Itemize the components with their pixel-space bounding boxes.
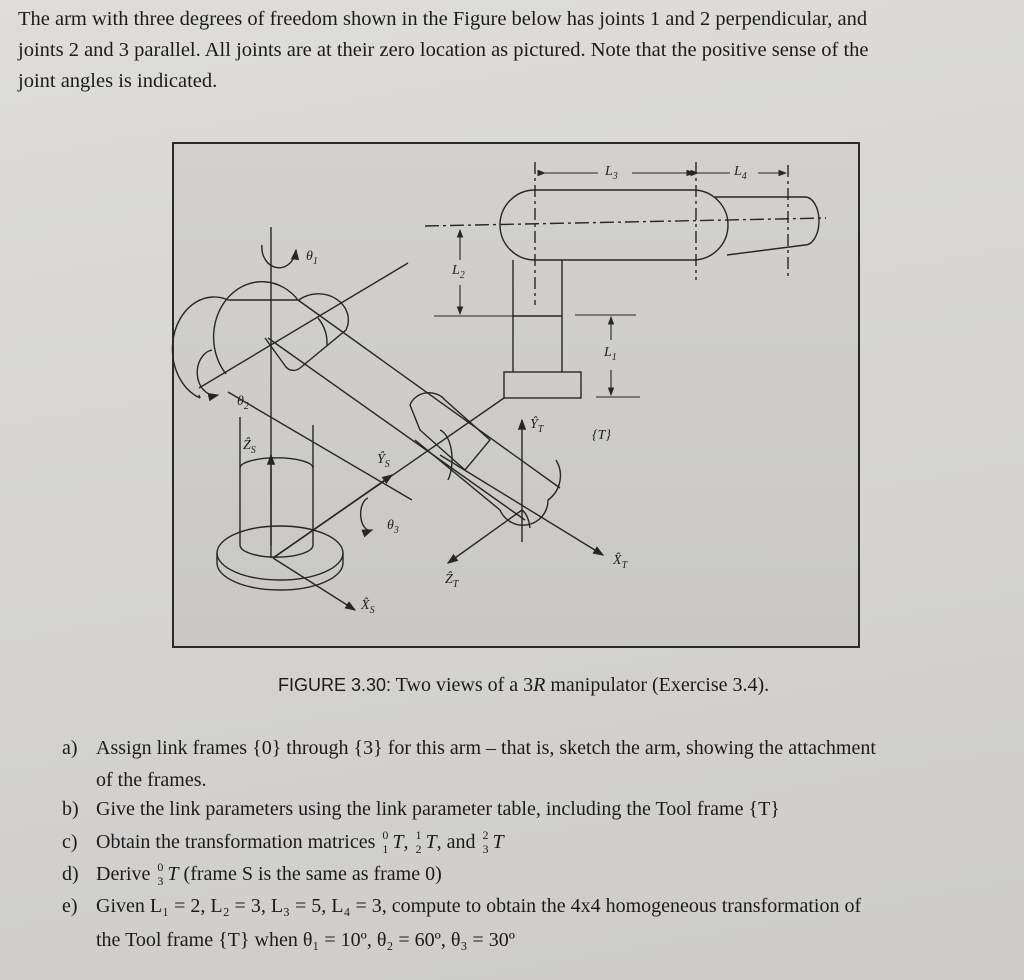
l4-sub: 4 [741,170,747,182]
question-text-rest: (frame S is the same as frame 0) [178,863,442,885]
forearm-link [410,393,560,528]
matrix-symbol: T [492,831,504,853]
caption-rest: manipulator (Exercise 3.4). [545,674,770,696]
matrix-sub: 3 [157,874,164,889]
theta3-sub: 3 [393,524,399,536]
upper-link [172,282,560,520]
matrix-0-1 [380,828,392,857]
dimension-lines [434,170,786,397]
question-d [62,860,442,889]
question-text: Assign link frames {0} through {3} for this arm – that is, sketch the arm, showing the attachment [96,737,876,759]
question-marker: e) [62,895,78,917]
question-marker: b) [62,798,79,820]
theta1-label [306,249,318,267]
question-b [62,798,780,821]
shoulder-axis-line [199,263,408,388]
centerline [425,218,826,226]
l4-symbol: L [734,164,742,179]
l3-sub: 3 [612,170,618,182]
matrix-sup: 0 [382,828,389,843]
question-c [62,828,504,857]
xs-symbol: X̂ [361,598,370,613]
intro-line-3: joint angles is indicated. [18,70,218,92]
theta2-symbol: θ [237,394,244,409]
theta3-symbol: θ [387,518,394,533]
ys-label [377,452,390,470]
matrix-sup: 2 [482,828,489,843]
matrix-sub: 2 [415,842,422,857]
question-a [62,737,876,760]
yt-symbol: Ŷ [530,417,538,432]
question-text: Given L₁ = 2, L₂ = 3, L₃ = 5, L₄ = 3, compute to obtain the 4x4 homogeneous transformation of [96,895,862,917]
theta1-rotation-icon [262,245,296,268]
intro-line-1: The arm with three degrees of freedom shown in the Figure below has joints 1 and 2 perpendicular, and [18,8,868,30]
matrix-symbol: T [425,831,437,853]
zt-label [445,572,458,590]
theta1-symbol: θ [306,249,313,264]
caption-text: Two views of a 3 [391,674,534,696]
theta3-label [387,518,399,536]
xt-symbol: X̂ [613,553,622,568]
separator: , [403,831,414,853]
theta1-sub: 1 [312,255,318,267]
l2-symbol: L [452,263,460,278]
ys-sub: S [384,458,390,470]
zt-arrow [448,510,522,563]
question-e-cont: the Tool frame {T} when θ₁ = 10º, θ₂ = 60º, θ₃ = 30º [96,929,515,951]
l2-sub: 2 [459,269,465,281]
xt-sub: T [621,559,628,571]
question-e [62,895,861,918]
side-view-arm [425,162,826,398]
xs-sub: S [369,604,375,616]
zt-symbol: Ẑ [445,572,453,587]
matrix-sup: 1 [415,828,422,843]
matrix-symbol: T [167,863,179,885]
base-disk [217,526,343,590]
caption-r: R [533,674,546,696]
question-marker: d) [62,863,79,885]
ys-arrow [273,475,392,558]
question-text: Obtain the transformation matrices [96,831,381,853]
matrix-0-3 [155,860,167,889]
question-a-cont: of the frames. [96,769,207,791]
xs-label [361,598,375,616]
l1-label [604,345,617,363]
zs-label [243,438,256,456]
theta2-label [237,394,249,412]
theta2-sub: 2 [243,400,249,412]
l3-label [605,164,618,182]
l1-symbol: L [604,345,612,360]
question-marker: c) [62,831,78,853]
zs-sub: S [250,444,256,456]
intro-line-2: joints 2 and 3 parallel. All joints are at their zero location as pictured. Note that the positive sense of the [18,39,869,61]
zs-symbol: Ẑ [243,438,251,453]
l3-symbol: L [605,164,613,179]
figure-caption [278,674,769,697]
zt-sub: T [452,578,459,590]
yt-sub: T [537,423,544,435]
figure-number: FIGURE 3.30: [278,675,392,695]
matrix-symbol: T [392,831,404,853]
question-text: Derive [96,863,156,885]
l4-label [734,164,747,182]
question-marker: a) [62,737,78,759]
question-text: Give the link parameters using the link parameter table, including the Tool frame {T} [96,798,780,820]
l1-sub: 1 [611,351,617,363]
theta2-rotation-icon [197,350,218,395]
tool-frame-label: {T} [592,428,611,443]
matrix-sup: 0 [157,860,164,875]
matrix-1-2 [413,828,425,857]
yt-label [530,417,543,435]
matrix-sub: 1 [382,842,389,857]
l2-label [452,263,465,281]
matrix-sub: 3 [482,842,489,857]
xt-label [613,553,627,571]
matrix-2-3 [481,828,493,857]
ys-symbol: Ŷ [377,452,385,467]
separator: , and [436,831,481,853]
theta3-rotation-icon [361,498,372,530]
